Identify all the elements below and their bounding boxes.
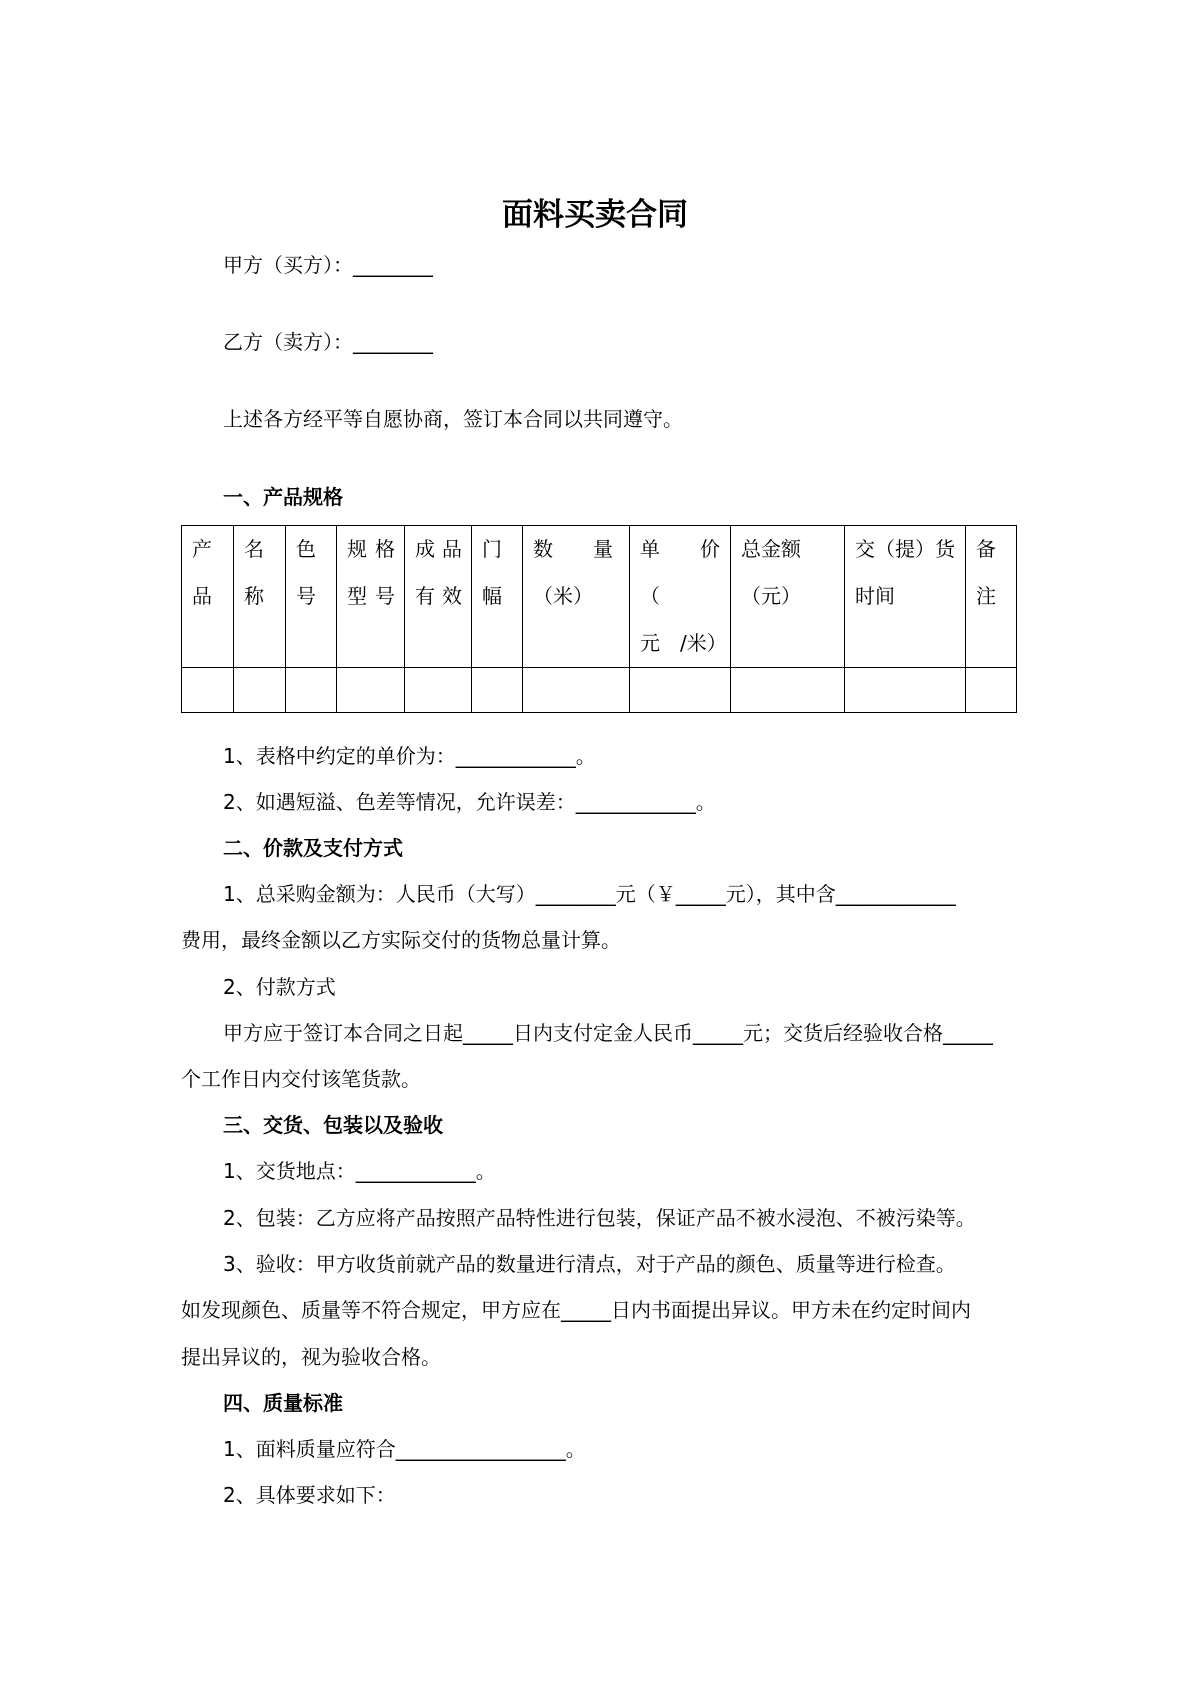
table-header-cell: 规格型号 [337,526,405,668]
table-header-row [182,526,1017,668]
section-2-heading: 二、价款及支付方式 [223,836,403,860]
table-cell[interactable] [731,668,845,713]
table-header-cell: 色号 [286,526,337,668]
table-cell[interactable] [234,668,286,713]
table-header-cell: 备注 [966,526,1017,668]
party-a-line: 甲方（买方）：________ [223,253,433,277]
section-4-heading: 四、质量标准 [223,1391,343,1415]
document-title: 面料买卖合同 [502,197,688,233]
payment-method-heading: 2、付款方式 [223,975,336,999]
table-cell[interactable] [337,668,405,713]
specific-requirements-clause: 2、具体要求如下： [223,1483,396,1507]
table-cell[interactable] [845,668,966,713]
table-header-cell: 产品 [182,526,234,668]
tolerance-clause: 2、如遇短溢、色差等情况，允许误差：____________。 [223,790,716,814]
table-row [182,668,1017,713]
table-header-cell: 交（提）货时间 [845,526,966,668]
party-b-line: 乙方（卖方）：________ [223,330,433,354]
intro-paragraph: 上述各方经平等自愿协商，签订本合同以共同遵守。 [223,407,683,431]
payment-clause-line-2: 个工作日内交付该笔货款。 [181,1067,421,1091]
payment-clause-line-1: 甲方应于签订本合同之日起_____日内支付定金人民币_____元；交货后经验收合格_____ [223,1021,993,1045]
delivery-location-clause: 1、交货地点：____________。 [223,1159,496,1183]
table-cell[interactable] [523,668,630,713]
table-cell[interactable] [630,668,731,713]
table-cell[interactable] [182,668,234,713]
table-header-cell: 总金额（元） [731,526,845,668]
table-header-cell: 单 价（ 元 /米） [630,526,731,668]
packaging-clause: 2、包装：乙方应将产品按照产品特性进行包装，保证产品不被水浸泡、不被污染等。 [223,1206,976,1230]
table-header-cell: 数 量（米） [523,526,630,668]
product-spec-table [181,525,1017,713]
total-amount-clause-line-1: 1、总采购金额为：人民币（大写）________元（￥_____元），其中含____________ [223,882,956,906]
inspection-clause-line-1: 3、验收：甲方收货前就产品的数量进行清点，对于产品的颜色、质量等进行检查。 [223,1252,956,1276]
table-cell[interactable] [286,668,337,713]
inspection-clause-line-3: 提出异议的，视为验收合格。 [181,1345,441,1369]
table-cell[interactable] [472,668,523,713]
table-header-cell: 名称 [234,526,286,668]
table-header-cell: 门幅 [472,526,523,668]
section-3-heading: 三、交货、包装以及验收 [223,1113,443,1137]
table-cell[interactable] [966,668,1017,713]
section-1-heading: 一、产品规格 [223,485,343,509]
unit-price-clause: 1、表格中约定的单价为：____________。 [223,744,596,768]
total-amount-clause-line-2: 费用，最终金额以乙方实际交付的货物总量计算。 [181,928,621,952]
inspection-clause-line-2: 如发现颜色、质量等不符合规定，甲方应在_____日内书面提出异议。甲方未在约定时间内 [181,1298,971,1322]
quality-standard-clause: 1、面料质量应符合_________________。 [223,1437,586,1461]
table-cell[interactable] [405,668,472,713]
table-header-cell: 成品有效 [405,526,472,668]
